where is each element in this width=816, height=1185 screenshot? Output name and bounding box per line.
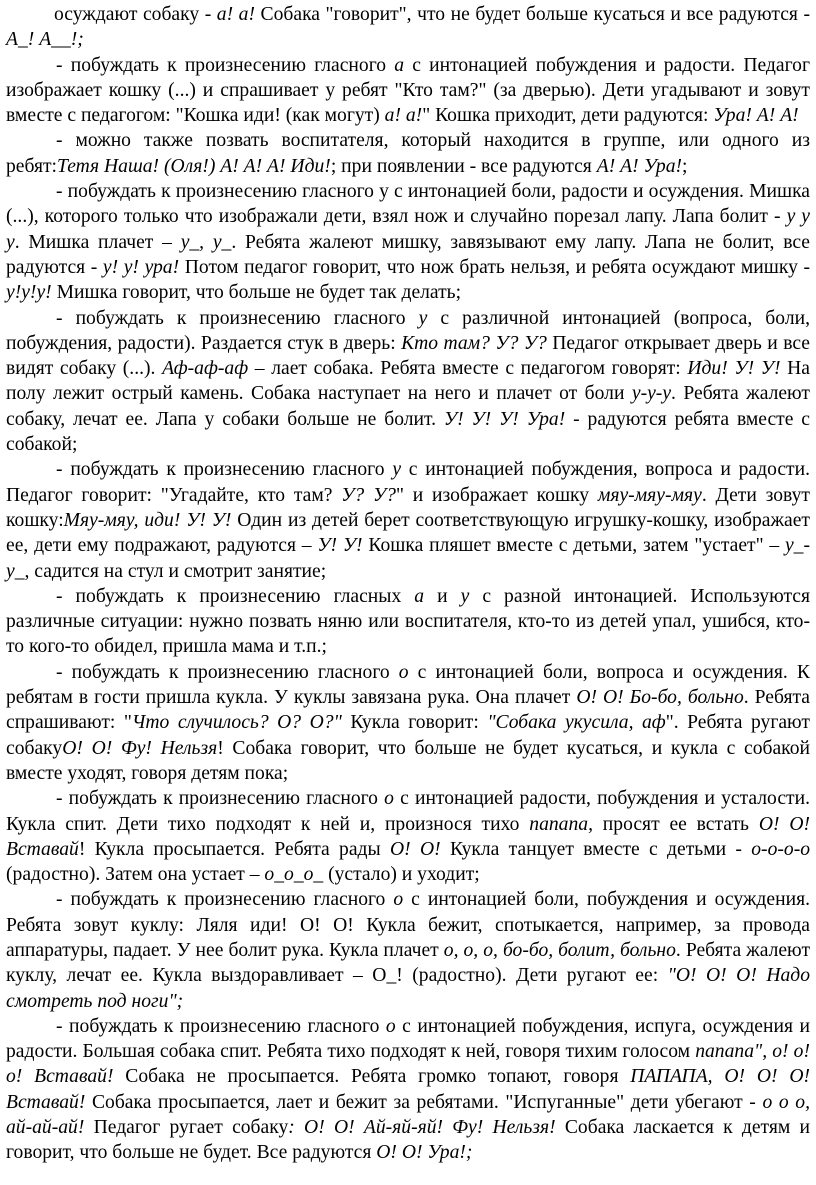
italic-text: у_-у_ bbox=[6, 535, 810, 582]
body-text: . Ребята жалеют мишку, завязывают ему лапу. Лапа не болит, все радуются - bbox=[6, 231, 810, 278]
body-text: , садится на стул и смотрит занятие; bbox=[24, 560, 327, 582]
body-text: Собака не просыпается. Ребята громко топают, говоря bbox=[113, 1066, 631, 1088]
body-text: Кукла танцует вместе с детьми - bbox=[440, 838, 752, 860]
body-text: . Мишка плачет – bbox=[14, 231, 181, 253]
italic-text: у bbox=[418, 307, 428, 329]
body-text: - побуждать к произнесению гласных bbox=[56, 585, 415, 607]
body-text: - радуются ребята вместе с собакой; bbox=[6, 408, 811, 456]
italic-text: "О! О! О! Надо смотреть под ноги"; bbox=[6, 965, 810, 1012]
body-text: Собака ласкается к детям и говорит, что больше не будет. Все радуются bbox=[6, 1117, 810, 1164]
body-text: На полу лежит острый камень. Собака наступает на него и плачет от боли bbox=[6, 358, 810, 405]
italic-text: у!у!у! bbox=[6, 282, 52, 304]
body-text: - побуждать к произнесению гласного bbox=[56, 1015, 386, 1037]
body-text: с различной интонацией (вопроса, боли, побуждения, радости). Раздается стук в дверь: bbox=[6, 307, 810, 354]
paragraph bbox=[6, 2, 810, 53]
italic-text: о bbox=[385, 1015, 396, 1037]
body-text: Один из детей берет соответствующую игрушку-кошку, изображает ее, дети ему подражают, радуются – bbox=[6, 509, 810, 557]
italic-text: у bbox=[460, 585, 470, 607]
body-text: с интонацией побуждения, испуга, осуждения и радости. Большая собака спит. Ребята тихо подходят к ней, говоря тихим голосом bbox=[6, 1015, 810, 1063]
body-text: - можно также позвать воспитателя, который находится в группе, или одного из ребят: bbox=[6, 130, 810, 177]
body-text: " Кошка приходит, дети радуются: bbox=[422, 105, 714, 127]
body-text: – лает собака. Ребята вместе с педагогом говорят: bbox=[248, 358, 688, 380]
italic-text: У! У! У! Ура! bbox=[443, 408, 566, 430]
italic-text: У! У! bbox=[317, 535, 363, 557]
italic-text: Ура! А! А! bbox=[713, 105, 799, 127]
body-text: с разной интонацией. Используются различные ситуации: нужно позвать няню или воспитателя, кто-то из детей упал, ушибся, кто-то кого-то обидел, пришла мама и т.п.; bbox=[6, 585, 810, 658]
body-text: . Ребята жалеют куклу, лечат ее. Кукла выздоравливает – О_! (радостно). Дети ругают ее: bbox=[6, 939, 811, 987]
body-text: - побуждать к произнесению гласного bbox=[56, 889, 394, 911]
italic-text: А! А! Ура! bbox=[596, 155, 683, 177]
body-text: - побуждать к произнесению гласного bbox=[56, 307, 419, 329]
body-text: Потом педагог говорит, что нож брать нельзя, и ребята осуждают мишку - bbox=[179, 256, 810, 278]
body-text: с интонацией побуждения, вопроса и радости. Педагог говорит: "Угадайте, кто там? bbox=[6, 459, 810, 506]
italic-text: ПАПАПА, О! О! О! Вставай! bbox=[6, 1066, 810, 1113]
body-text: с интонацией боли, побуждения и осуждения. Ребята зовут куклу: Ляля иди! О! О! Кукла бежит, спотыкается, например, за провода аппаратуры, падает. У нее болит рука. Кукла плачет bbox=[6, 889, 810, 961]
paragraph bbox=[6, 128, 810, 179]
paragraph bbox=[6, 887, 810, 1013]
italic-text: о bbox=[384, 788, 394, 810]
italic-text: О! О! Фу! Нельзя bbox=[62, 737, 218, 759]
body-text: просят ее встать bbox=[592, 813, 759, 835]
body-text: Собака "говорит", что не будет больше кусаться и все радуются - bbox=[255, 4, 810, 25]
body-text: - побуждать к произнесению гласного bbox=[56, 54, 395, 76]
italic-text: Кто там? У? У? bbox=[401, 332, 547, 354]
italic-text: о-о-о-о bbox=[751, 838, 811, 860]
italic-text: а! а! bbox=[384, 105, 423, 127]
italic-text: О! О! Ура!; bbox=[376, 1142, 473, 1164]
paragraph bbox=[6, 457, 810, 583]
body-text: Педагог ругает собаку bbox=[84, 1117, 289, 1139]
italic-text: Мяу-мяу, иди! У! У! bbox=[63, 509, 232, 531]
body-text: - побуждать к произнесению гласного bbox=[56, 788, 385, 810]
italic-text: Тетя Наша! (Оля!) А! А! А! Иди! bbox=[57, 155, 331, 177]
body-text: - побуждать к произнесению гласного у с интонацией боли, радости и осуждения. Мишка (...), которого только что изображали дети, взял нож и случайно порезал лапу. Лапа болит - bbox=[6, 181, 810, 228]
italic-text: а! а! bbox=[216, 4, 255, 25]
italic-text: "Собака укусила, аф bbox=[487, 712, 666, 734]
paragraph bbox=[6, 306, 810, 458]
body-text: . Дети зовут кошку: bbox=[6, 484, 810, 531]
italic-text: О! О! Бо-бо, больно bbox=[576, 687, 744, 709]
body-text: - побуждать к произнесению гласного bbox=[56, 459, 393, 481]
italic-text: у-у-у bbox=[631, 383, 672, 405]
body-text: - побуждать к произнесению гласного bbox=[56, 661, 399, 683]
italic-text: Что случилось? О? О?" bbox=[131, 712, 342, 734]
italic-text: а bbox=[414, 585, 425, 607]
body-text: ! Собака говорит, что больше не будет кусаться, и кукла с собакой вместе уходят, говоря детям пока; bbox=[6, 737, 810, 784]
body-text: с интонацией побуждения и радости. Педагог изображает кошку (...) и спрашивает у ребят "Кто там?" (за дверью). Дети угадывают и зовут вместе с педагогом: "Кошка иди! (как могут) bbox=[6, 54, 810, 127]
paragraph bbox=[6, 584, 810, 660]
paragraph bbox=[6, 179, 810, 305]
body-text: ". Ребята ругают собаку bbox=[6, 712, 810, 759]
body-text: с интонацией радости, побуждения и усталости. Кукла спит. Дети тихо подходят к ней и, произнося тихо bbox=[6, 788, 810, 835]
italic-text: папапа, bbox=[529, 813, 593, 835]
italic-text: у у у bbox=[6, 206, 810, 253]
body-text: " и изображает кошку bbox=[395, 484, 598, 506]
italic-text: Иди! У! У! bbox=[687, 358, 781, 380]
paragraph bbox=[6, 786, 810, 887]
italic-text: о о о, ай-ай-ай! bbox=[6, 1091, 811, 1139]
body-text: Собака просыпается, лает и бежит за ребятами. "Испуганные" дети убегают - bbox=[85, 1091, 763, 1113]
body-text: (устало) и уходит; bbox=[323, 864, 480, 886]
italic-text: О! О! Вставай bbox=[6, 813, 811, 860]
italic-text: папапа", о! о! о! Вставай! bbox=[6, 1041, 810, 1088]
italic-text: О! О! bbox=[389, 838, 441, 860]
italic-text: : О! О! Ай-яй-яй! Фу! Нельзя! bbox=[288, 1117, 556, 1139]
body-text: ; bbox=[682, 155, 688, 177]
body-text: Кошка пляшет вместе с детьми, затем "устает" – bbox=[362, 535, 785, 557]
italic-text: о, о, о, бо-бо, болит, больно bbox=[443, 939, 676, 961]
body-text: . Ребята жалеют собаку, лечат ее. Лапа у собаки больше не болит. bbox=[6, 383, 810, 430]
italic-text: у_, у_ bbox=[180, 231, 232, 253]
italic-text: о bbox=[398, 661, 409, 683]
paragraph bbox=[6, 1014, 810, 1166]
italic-text: мяу-мяу-мяу bbox=[597, 484, 702, 506]
body-text: ; при появлении - все радуются bbox=[330, 155, 597, 177]
body-text: осуждают собаку - bbox=[54, 4, 217, 25]
italic-text: у! у! ура! bbox=[102, 256, 180, 278]
body-text: Мишка говорит, что больше не будет так делать; bbox=[51, 282, 462, 304]
italic-text: У? У? bbox=[341, 484, 396, 506]
italic-text: Аф-аф-аф bbox=[162, 358, 249, 380]
body-text: с интонацией боли, вопроса и осуждения. К ребятам в гости пришла кукла. У куклы завязана рука. Она плачет bbox=[6, 661, 810, 709]
body-text: . Ребята спрашивают: " bbox=[6, 687, 810, 734]
italic-text: а bbox=[394, 54, 405, 76]
body-text: ! Кукла просыпается. Ребята рады bbox=[78, 838, 390, 860]
body-text: Кукла говорит: bbox=[341, 712, 488, 734]
italic-text: у bbox=[392, 459, 402, 481]
italic-text: А_! А__!; bbox=[6, 29, 84, 51]
paragraph bbox=[6, 53, 810, 129]
italic-text: о bbox=[393, 889, 404, 911]
body-text: (радостно). Затем она устает – bbox=[6, 864, 265, 886]
body-text: и bbox=[424, 585, 461, 607]
body-text: Педагог открывает дверь и все видят собаку (...). bbox=[6, 332, 810, 380]
paragraph bbox=[6, 660, 810, 786]
italic-text: о_о_о_ bbox=[264, 864, 324, 886]
